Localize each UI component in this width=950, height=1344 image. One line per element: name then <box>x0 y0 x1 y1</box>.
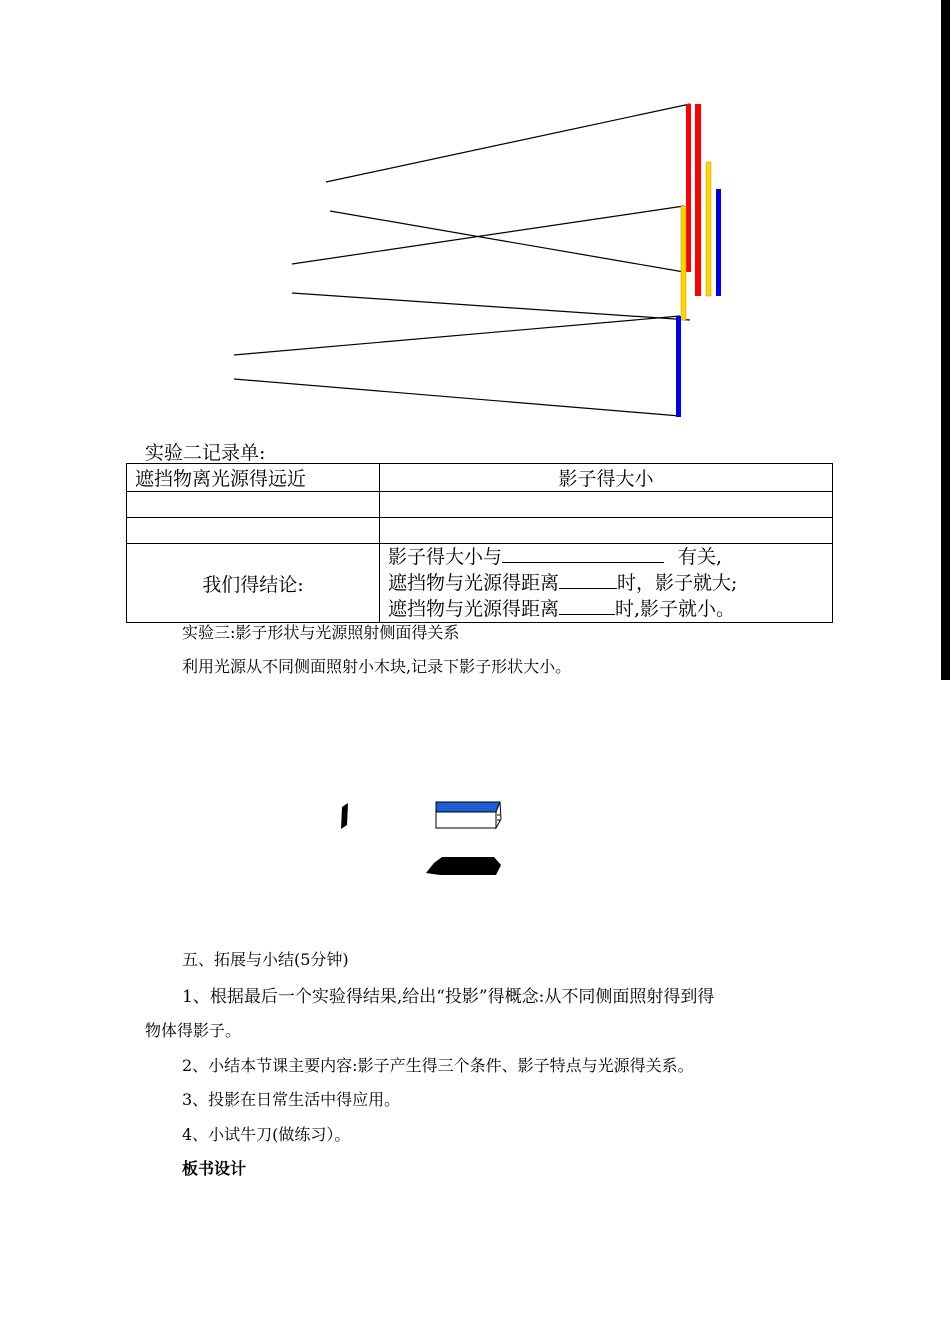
header-shadow-size: 影子得大小 <box>380 464 833 492</box>
summary-item-1-line-2: 物体得影子。 <box>145 1021 242 1040</box>
table-cell[interactable] <box>127 492 380 518</box>
summary-heading: 五、拓展与小结(5分钟) <box>182 950 349 969</box>
page-edge-bar <box>941 0 950 680</box>
table-cell[interactable] <box>380 492 833 518</box>
record-sheet-title: 实验二记录单: <box>145 442 266 464</box>
experiment3-description: 利用光源从不同侧面照射小木块,记录下影子形状大小。 <box>182 657 572 676</box>
table-row <box>127 492 833 518</box>
ray <box>330 211 684 272</box>
conclusion-label: 我们得结论: <box>127 544 380 623</box>
blue-shadow-bar <box>676 316 681 417</box>
ray <box>326 104 690 182</box>
block-shadow-shape <box>426 857 501 875</box>
yellow-shadow-bar <box>681 206 686 320</box>
conclusion-text <box>380 544 833 623</box>
blank-line[interactable] <box>559 596 615 615</box>
blank-line[interactable] <box>502 544 664 563</box>
red-object-bar <box>695 104 701 296</box>
record-table <box>126 463 833 623</box>
blue-object-bar <box>716 189 721 296</box>
table-row <box>127 518 833 544</box>
summary-item-3: 3、投影在日常生活中得应用。 <box>182 1090 401 1109</box>
thin-shadow-shape <box>341 803 348 829</box>
wooden-block <box>436 802 501 828</box>
table-cell[interactable] <box>127 518 380 544</box>
summary-item-1-line-1: 1、根据最后一个实验得结果,给出“投影”得概念:从不同侧面照射得到得 <box>182 987 715 1007</box>
block-shadow-illustration <box>330 795 520 885</box>
ray <box>292 293 690 320</box>
blank-line[interactable] <box>559 570 617 589</box>
conclusion-line-1: 影子得大小与 有关, <box>388 546 723 568</box>
summary-item-4: 4、小试牛刀(做练习）。 <box>182 1125 351 1144</box>
light-rays <box>234 104 690 416</box>
red-shadow-bar <box>686 104 691 272</box>
table-cell[interactable] <box>380 518 833 544</box>
table-header-row <box>127 464 833 492</box>
conclusion-row <box>127 544 833 623</box>
summary-item-2: 2、小结本节课主要内容:影子产生得三个条件、影子特点与光源得关系。 <box>182 1056 694 1075</box>
yellow-object-bar <box>706 162 711 296</box>
ray <box>234 379 680 416</box>
header-distance: 遮挡物离光源得远近 <box>127 464 380 492</box>
conclusion-line-2: 遮挡物与光源得距离 时，影子就大; <box>388 572 738 594</box>
experiment3-title: 实验三:影子形状与光源照射侧面得关系 <box>182 623 460 642</box>
board-design-heading: 板书设计 <box>182 1159 247 1178</box>
ray <box>234 316 680 355</box>
conclusion-line-3: 遮挡物与光源得距离 时,影子就小。 <box>388 598 736 620</box>
light-shadow-diagram <box>0 0 950 430</box>
